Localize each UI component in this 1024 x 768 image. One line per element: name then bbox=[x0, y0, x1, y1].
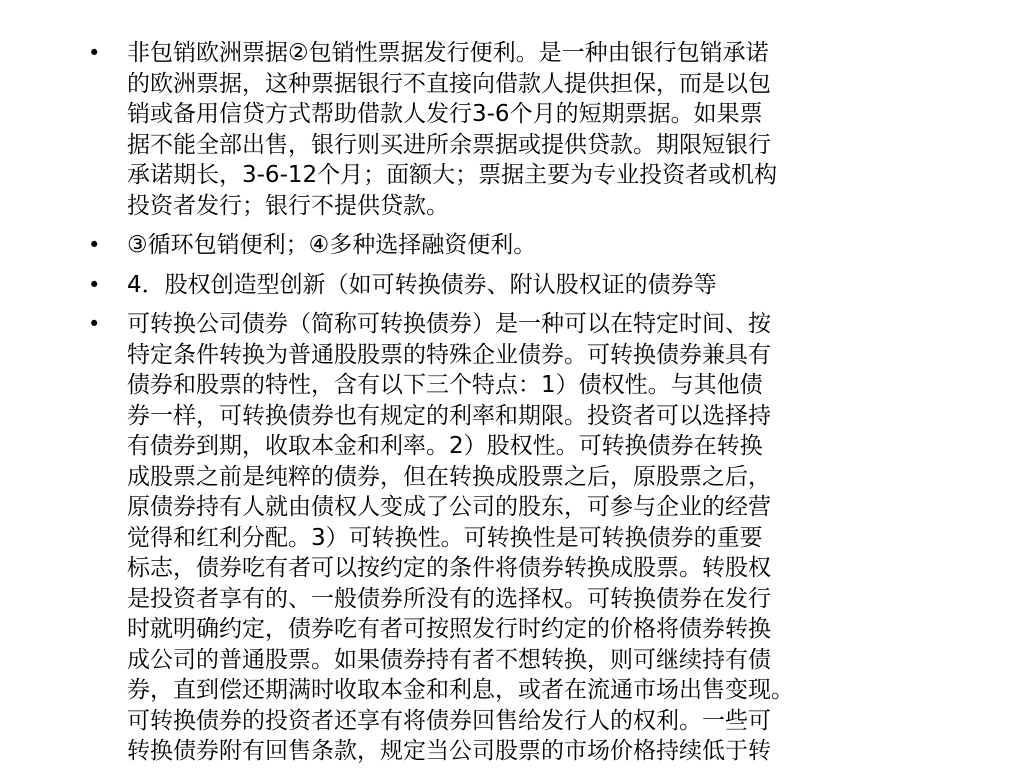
bullet-icon: • bbox=[88, 41, 101, 65]
bullet-text: 可转换公司债券（简称可转换债券）是一种可以在特定时间、按 特定条件转换为普通股股票的特殊企业债券。可转换债券兼具有 债券和股票的特性，含有以下三个特点：1）债权性。与其他债 券一样，可转换债券也有规定的利率和期限。投资者可以选择持 有债券到期，收取本金和利率。2）股权性。可转换债券在转换 成股票之前是纯粹的债券，但在转换成股票之后，原股票之后， 原债券持有人就由债权人变成了公司的股东，可参与企业的经营 觉得和红利分配。3）可转换性。可转换性是可转换债券的重要 标志，债券吃有者可以按约定的条件将债券转换成股票。转股权 是投资者享有的、一般债券所没有的选择权。可转换债券在发行 时就明确约定，债券吃有者可按照发行时约定的价格将债券转换 成公司的普通股票。如果债券持有者不想转换，则可继续持有债 券，直到偿还期满时收取本金和利息，或者在流通市场出售变现。 可转换债券的投资者还享有将债券回售给发行人的权利。一些可 转换债券附有回售条款，规定当公司股票的市场价格持续低于转 bbox=[127, 311, 794, 764]
bullet-item-convertible-bonds bbox=[88, 309, 993, 767]
bullet-icon: • bbox=[88, 272, 101, 297]
bullet-item-note-issuance bbox=[88, 38, 993, 221]
bullet-icon: • bbox=[88, 312, 101, 336]
bullet-text: 非包销欧洲票据②包销性票据发行便利。是一种由银行包销承诺 的欧洲票据，这种票据银行不直接向借款人提供担保，而是以包 销或备用信贷方式帮助借款人发行3-6个月的短期票据。如果票 据不能全部出售，银行则买进所余票据或提供贷款。期限短银行 承诺期长，3-6-12个月；面额大；票据主要为专业投资者或机构 投资者发行；银行不提供贷款。 bbox=[127, 40, 778, 219]
bullet-icon: • bbox=[88, 233, 101, 257]
bullet-item-equity-innovation bbox=[88, 270, 993, 301]
bullet-item-revolving-facility bbox=[88, 230, 993, 261]
bullet-text: 4．股权创造型创新（如可转换债券、附认股权证的债券等 bbox=[127, 271, 717, 298]
bullet-list bbox=[88, 38, 993, 768]
bullet-text: ③循环包销便利；④多种选择融资便利。 bbox=[127, 232, 537, 258]
